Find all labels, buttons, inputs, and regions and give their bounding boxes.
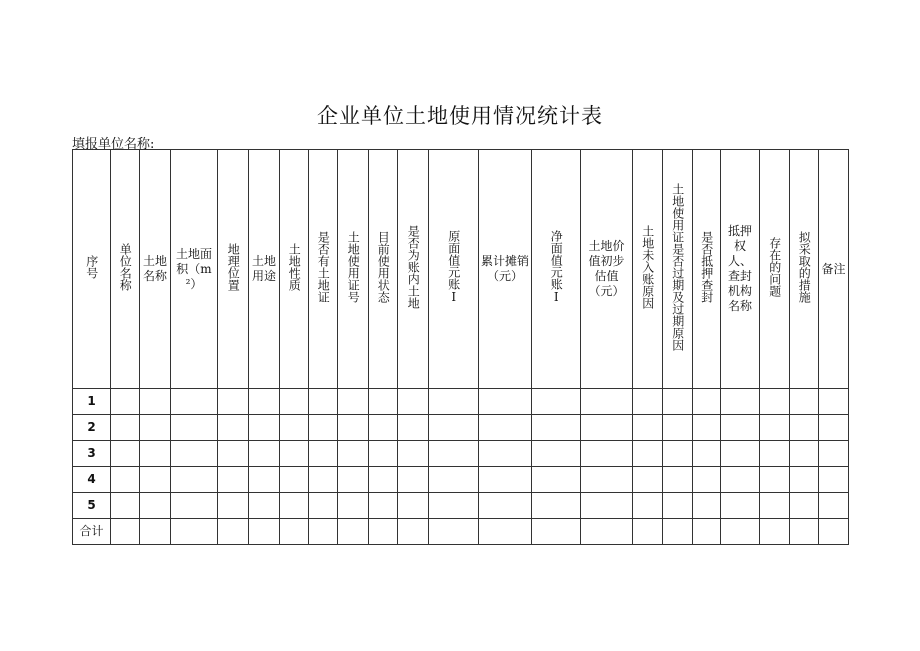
header-cell bbox=[309, 150, 338, 389]
header-certificate-expired: 土地使用证是否过期及过期原因 bbox=[670, 183, 685, 351]
table-cell bbox=[790, 389, 819, 415]
table-cell bbox=[760, 415, 790, 441]
header-not-booked-reason: 土地未入账原因 bbox=[640, 225, 655, 309]
table-cell bbox=[111, 441, 140, 467]
table-cell bbox=[249, 493, 280, 519]
table-cell bbox=[663, 441, 693, 467]
table-cell bbox=[171, 467, 218, 493]
header-original-value: 原面值元账I bbox=[446, 230, 461, 304]
table-cell bbox=[111, 389, 140, 415]
row-number: 3 bbox=[73, 441, 111, 467]
table-cell bbox=[721, 441, 760, 467]
table-cell bbox=[218, 493, 249, 519]
table-cell bbox=[760, 389, 790, 415]
table-cell bbox=[280, 493, 309, 519]
header-cell bbox=[479, 150, 532, 389]
table-cell bbox=[581, 441, 633, 467]
header-cell bbox=[171, 150, 218, 389]
table-cell bbox=[663, 519, 693, 545]
table-cell bbox=[581, 493, 633, 519]
table-cell bbox=[429, 415, 479, 441]
table-cell bbox=[429, 467, 479, 493]
header-mortgagee-name: 抵押权人、查封机构名称 bbox=[727, 224, 752, 313]
header-cell bbox=[693, 150, 721, 389]
table-cell bbox=[249, 415, 280, 441]
header-land-area: 土地面积（m²） bbox=[175, 246, 212, 291]
table-row bbox=[73, 441, 849, 467]
table-cell bbox=[218, 441, 249, 467]
table-cell bbox=[479, 493, 532, 519]
header-cell bbox=[721, 150, 760, 389]
table-cell bbox=[171, 415, 218, 441]
table-cell bbox=[721, 389, 760, 415]
table-cell bbox=[581, 467, 633, 493]
land-usage-table bbox=[72, 149, 849, 545]
table-cell bbox=[693, 493, 721, 519]
header-cell bbox=[663, 150, 693, 389]
total-label: 合计 bbox=[73, 519, 111, 545]
table-cell bbox=[218, 467, 249, 493]
table-cell bbox=[369, 519, 398, 545]
header-cell bbox=[111, 150, 140, 389]
row-number: 5 bbox=[73, 493, 111, 519]
table-cell bbox=[721, 415, 760, 441]
table-cell bbox=[369, 467, 398, 493]
table-cell bbox=[280, 519, 309, 545]
table-cell bbox=[218, 415, 249, 441]
table-cell bbox=[819, 493, 849, 519]
table-cell bbox=[398, 467, 429, 493]
table-cell bbox=[721, 467, 760, 493]
table-cell bbox=[479, 441, 532, 467]
table-cell bbox=[140, 467, 171, 493]
table-cell bbox=[532, 389, 581, 415]
table-cell bbox=[819, 415, 849, 441]
table-cell bbox=[693, 415, 721, 441]
header-cell bbox=[819, 150, 849, 389]
header-land-nature: 土地性质 bbox=[287, 243, 302, 291]
table-cell bbox=[140, 493, 171, 519]
header-cell bbox=[338, 150, 369, 389]
table-cell bbox=[280, 441, 309, 467]
table-cell bbox=[338, 389, 369, 415]
table-cell bbox=[140, 389, 171, 415]
header-cell bbox=[429, 150, 479, 389]
table-cell bbox=[111, 493, 140, 519]
header-cell bbox=[140, 150, 171, 389]
table-cell bbox=[338, 441, 369, 467]
header-cell bbox=[73, 150, 111, 389]
table-row bbox=[73, 389, 849, 415]
table-cell bbox=[140, 519, 171, 545]
header-certificate-no: 土地使用证号 bbox=[346, 231, 361, 303]
header-land-name: 土地名称 bbox=[142, 254, 167, 283]
table-cell bbox=[581, 415, 633, 441]
table-cell bbox=[369, 493, 398, 519]
header-has-certificate: 是否有土地证 bbox=[316, 231, 331, 303]
table-cell bbox=[398, 519, 429, 545]
table-cell bbox=[369, 415, 398, 441]
header-location: 地理位置 bbox=[226, 243, 241, 291]
table-cell bbox=[369, 389, 398, 415]
table-cell bbox=[693, 519, 721, 545]
table-cell bbox=[819, 389, 849, 415]
table-cell bbox=[532, 415, 581, 441]
header-cell bbox=[532, 150, 581, 389]
table-cell bbox=[338, 519, 369, 545]
row-number: 1 bbox=[73, 389, 111, 415]
table-cell bbox=[479, 389, 532, 415]
table-cell bbox=[398, 415, 429, 441]
table-cell bbox=[790, 467, 819, 493]
table-cell bbox=[249, 441, 280, 467]
header-cell bbox=[398, 150, 429, 389]
table-cell bbox=[171, 389, 218, 415]
header-on-book: 是否为账内土地 bbox=[406, 225, 421, 309]
table-cell bbox=[479, 467, 532, 493]
table-cell bbox=[338, 415, 369, 441]
table-cell bbox=[171, 441, 218, 467]
row-number: 4 bbox=[73, 467, 111, 493]
table-cell bbox=[398, 389, 429, 415]
table-cell bbox=[249, 389, 280, 415]
header-seq: 序号 bbox=[84, 255, 99, 279]
table-cell bbox=[171, 493, 218, 519]
table-cell bbox=[760, 441, 790, 467]
table-cell bbox=[218, 519, 249, 545]
table-cell bbox=[663, 415, 693, 441]
table-cell bbox=[309, 389, 338, 415]
table-cell bbox=[663, 467, 693, 493]
table-cell bbox=[280, 389, 309, 415]
table-row bbox=[73, 415, 849, 441]
table-cell bbox=[429, 519, 479, 545]
header-cell bbox=[369, 150, 398, 389]
table-cell bbox=[429, 441, 479, 467]
page-title: 企业单位土地使用情况统计表 bbox=[317, 104, 603, 128]
header-estimated-value: 土地价值初步估值（元） bbox=[588, 239, 625, 298]
table-cell bbox=[819, 467, 849, 493]
table-cell bbox=[140, 441, 171, 467]
table-cell bbox=[338, 467, 369, 493]
header-cell bbox=[280, 150, 309, 389]
header-net-value: 净面值元账I bbox=[549, 230, 564, 304]
table-cell bbox=[693, 441, 721, 467]
table-cell bbox=[309, 467, 338, 493]
table-cell bbox=[581, 389, 633, 415]
header-existing-problems: 存在的问题 bbox=[767, 237, 782, 297]
header-cell bbox=[790, 150, 819, 389]
table-cell bbox=[581, 519, 633, 545]
table-cell bbox=[760, 467, 790, 493]
header-land-use: 土地用途 bbox=[251, 254, 276, 283]
table-cell bbox=[721, 493, 760, 519]
table-cell bbox=[819, 519, 849, 545]
reporter-label: 填报单位名称: bbox=[72, 137, 155, 152]
table-cell bbox=[760, 493, 790, 519]
table-cell bbox=[280, 415, 309, 441]
table-cell bbox=[309, 415, 338, 441]
table-cell bbox=[111, 519, 140, 545]
table-cell bbox=[693, 389, 721, 415]
table-cell bbox=[280, 467, 309, 493]
header-cell bbox=[249, 150, 280, 389]
table-cell bbox=[790, 493, 819, 519]
table-cell bbox=[369, 441, 398, 467]
header-cell bbox=[581, 150, 633, 389]
table-cell bbox=[532, 519, 581, 545]
table-cell bbox=[790, 415, 819, 441]
table-cell bbox=[633, 467, 663, 493]
header-remarks: 备注 bbox=[821, 261, 846, 276]
table-cell bbox=[633, 389, 663, 415]
header-usage-status: 目前使用状态 bbox=[376, 231, 391, 303]
table-cell bbox=[819, 441, 849, 467]
table-cell bbox=[249, 467, 280, 493]
header-unit-name: 单位名称 bbox=[118, 243, 133, 291]
table-row bbox=[73, 493, 849, 519]
table-cell bbox=[429, 389, 479, 415]
table-cell bbox=[663, 493, 693, 519]
header-cell bbox=[760, 150, 790, 389]
table-cell bbox=[171, 519, 218, 545]
table-cell bbox=[790, 519, 819, 545]
total-row bbox=[73, 519, 849, 545]
table-cell bbox=[309, 519, 338, 545]
table-row bbox=[73, 467, 849, 493]
table-cell bbox=[140, 415, 171, 441]
table-cell bbox=[532, 441, 581, 467]
header-cell bbox=[633, 150, 663, 389]
table-cell bbox=[532, 467, 581, 493]
table-cell bbox=[532, 493, 581, 519]
header-row bbox=[73, 150, 849, 389]
table-cell bbox=[338, 493, 369, 519]
table-cell bbox=[398, 493, 429, 519]
table-cell bbox=[790, 441, 819, 467]
header-cell bbox=[218, 150, 249, 389]
table-cell bbox=[479, 519, 532, 545]
table-cell bbox=[429, 493, 479, 519]
table-cell bbox=[633, 441, 663, 467]
table-cell bbox=[633, 519, 663, 545]
table-cell bbox=[309, 493, 338, 519]
table-cell bbox=[633, 415, 663, 441]
table-cell bbox=[479, 415, 532, 441]
table-cell bbox=[693, 467, 721, 493]
header-planned-measures: 拟采取的措施 bbox=[797, 231, 812, 303]
row-number: 2 bbox=[73, 415, 111, 441]
table-cell bbox=[721, 519, 760, 545]
table-cell bbox=[398, 441, 429, 467]
table-cell bbox=[218, 389, 249, 415]
table-cell bbox=[111, 415, 140, 441]
table-cell bbox=[663, 389, 693, 415]
table-cell bbox=[111, 467, 140, 493]
header-accum-amortization: 累计摊销（元） bbox=[481, 254, 530, 283]
header-mortgaged: 是否抵押查封 bbox=[699, 231, 714, 303]
table-cell bbox=[249, 519, 280, 545]
table-cell bbox=[309, 441, 338, 467]
table-cell bbox=[760, 519, 790, 545]
table-cell bbox=[633, 493, 663, 519]
